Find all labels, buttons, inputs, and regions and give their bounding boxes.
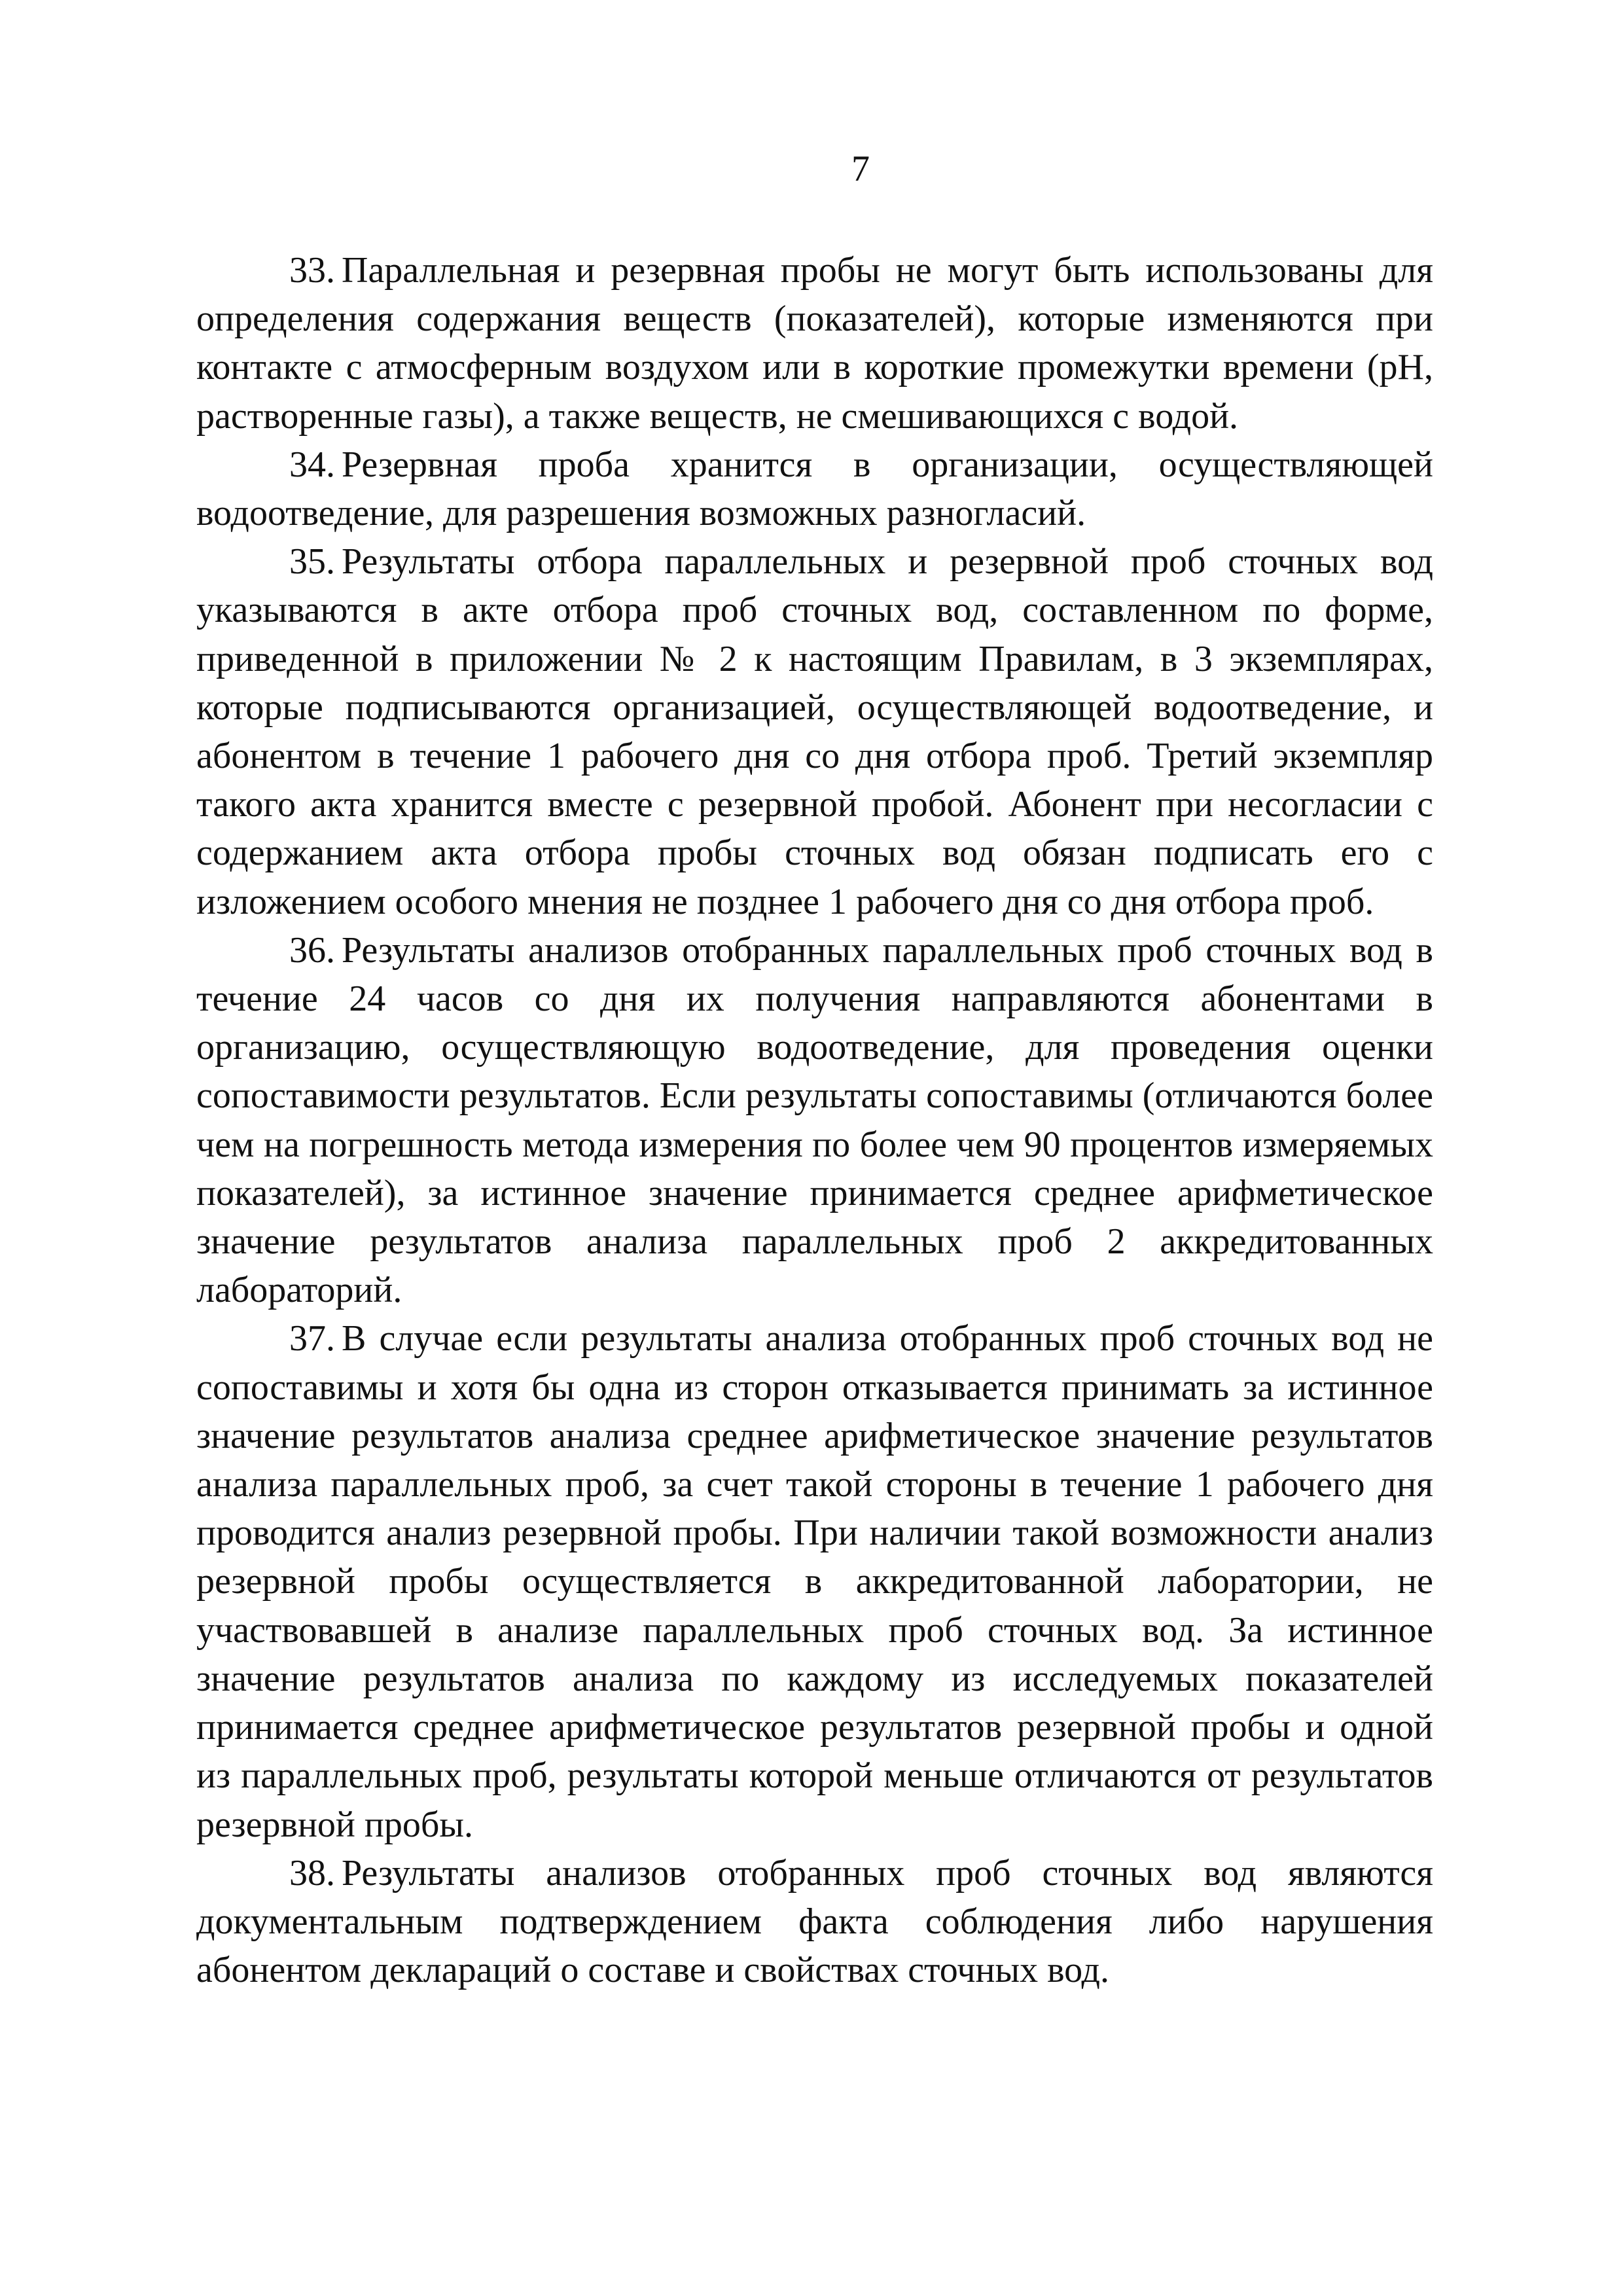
document-body	[196, 246, 1433, 1994]
paragraph-number: 36.	[289, 929, 335, 971]
paragraph-33	[196, 246, 1433, 440]
paragraph-38	[196, 1849, 1433, 1995]
paragraph-number: 38.	[289, 1852, 335, 1893]
paragraph-text: Результаты анализов отобранных проб сточных вод являются документальным подтверждением факта соблюдения либо нарушения абонентом деклараций о составе и свойствах сточных вод.	[196, 1852, 1433, 1991]
paragraph-text: Параллельная и резервная пробы не могут быть использованы для определения содержания веществ (показателей), которые изменяются при контакте с атмосферным воздухом или в короткие промежутки времени (pH, растворенные газы), а также веществ, не смешивающихся с водой.	[196, 250, 1433, 437]
paragraph-text: Результаты анализов отобранных параллельных проб сточных вод в течение 24 часов со дня их получения направляются абонентами в организацию, осуществляющую водоотведение, для проведения оценки сопоставимости результатов. Если результаты сопоставимы (отличаются более чем на погрешность метода измерения по более чем 90 процентов измеряемых показателей), за истинное значение принимается среднее арифметическое значение результатов анализа параллельных проб 2 аккредитованных лабораторий.	[196, 929, 1433, 1311]
paragraph-number: 35.	[289, 541, 335, 583]
paragraph-number: 33.	[289, 250, 335, 291]
paragraph-text: Результаты отбора параллельных и резервной проб сточных вод указываются в акте отбора проб сточных вод, составленном по форме, приведенной в приложении № 2 к настоящим Правилам, в 3 экземплярах, которые подписываются организацией, осуществляющей водоотведение, и абонентом в течение 1 рабочего дня со дня отбора проб. Третий экземпляр такого акта хранится вместе с резервной пробой. Абонент при несогласии с содержанием акта отбора пробы сточных вод обязан подписать его с изложением особого мнения не позднее 1 рабочего дня со дня отбора проб.	[196, 541, 1433, 922]
page-number: 7	[851, 149, 870, 189]
paragraph-text: В случае если результаты анализа отобранных проб сточных вод не сопоставимы и хотя бы одна из сторон отказывается принимать за истинное значение результатов анализа среднее арифметическое значение результатов анализа параллельных проб, за счет такой стороны в течение 1 рабочего дня проводится анализ резервной пробы. При наличии такой возможности анализ резервной пробы осуществляется в аккредитованной лаборатории, не участвовавшей в анализе параллельных проб сточных вод. За истинное значение результатов анализа по каждому из исследуемых показателей принимается среднее арифметическое результатов резервной пробы и одной из параллельных проб, результаты которой меньше отличаются от результатов резервной пробы.	[196, 1318, 1433, 1845]
paragraph-number: 37.	[289, 1318, 335, 1359]
paragraph-35	[196, 537, 1433, 926]
paragraph-text: Резервная проба хранится в организации, осуществляющей водоотведение, для разрешения возможных разногласий.	[196, 444, 1433, 534]
paragraph-36	[196, 926, 1433, 1315]
paragraph-34	[196, 440, 1433, 537]
paragraph-number: 34.	[289, 444, 335, 485]
paragraph-37	[196, 1314, 1433, 1848]
